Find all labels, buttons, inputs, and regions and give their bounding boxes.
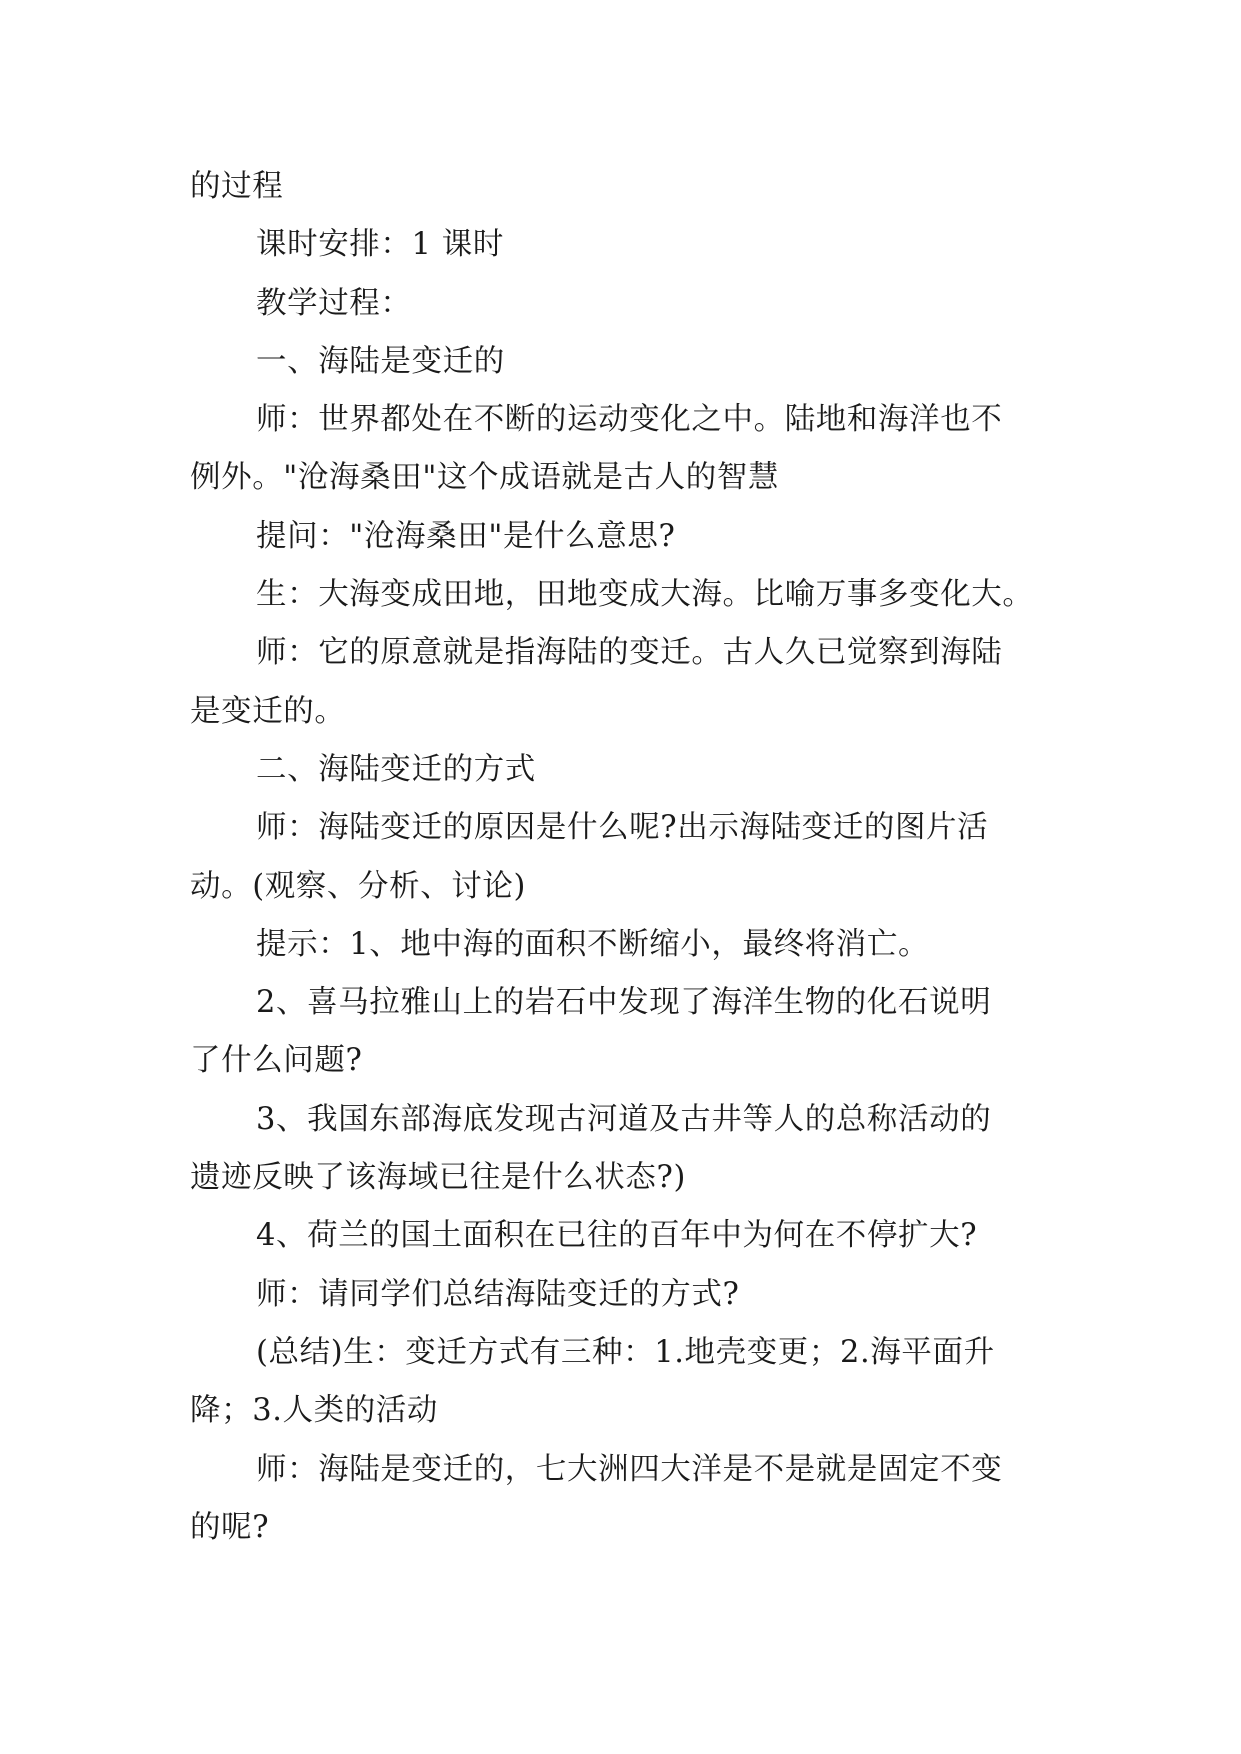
text-line: 遗迹反映了该海域已往是什么状态?) <box>190 1160 686 1196</box>
text-line: 师：世界都处在不断的运动变化之中。陆地和海洋也不 <box>256 402 1003 438</box>
section-heading: 一、海陆是变迁的 <box>256 343 505 379</box>
text-line: 师：它的原意就是指海陆的变迁。古人久已觉察到海陆 <box>256 635 1003 671</box>
text-line: 例外。"沧海桑田"这个成语就是古人的智慧 <box>190 460 780 496</box>
text-line: 降；3.人类的活动 <box>190 1393 438 1429</box>
text-line: 教学过程： <box>256 285 412 321</box>
text-line: 是变迁的。 <box>190 693 346 729</box>
text-line: 生：大海变成田地，田地变成大海。比喻万事多变化大。 <box>256 577 1034 613</box>
text-line: 师：海陆是变迁的，七大洲四大洋是不是就是固定不变 <box>256 1451 1003 1487</box>
text-line: 提示：1、地中海的面积不断缩小，最终将消亡。 <box>256 926 930 962</box>
section-heading: 二、海陆变迁的方式 <box>256 751 536 787</box>
document-body <box>190 158 1052 1557</box>
text-line: 3、我国东部海底发现古河道及古井等人的总称活动的 <box>256 1101 992 1137</box>
text-line: 师：海陆变迁的原因是什么呢?出示海陆变迁的图片活 <box>256 810 989 846</box>
text-line: 课时安排：1 课时 <box>256 227 504 263</box>
text-line: 4、荷兰的国土面积在已往的百年中为何在不停扩大? <box>256 1218 978 1254</box>
text-line: 2、喜马拉雅山上的岩石中发现了海洋生物的化石说明 <box>256 985 992 1021</box>
text-line: 提问："沧海桑田"是什么意思? <box>256 518 676 554</box>
text-line: (总结)生：变迁方式有三种：1.地壳变更；2.海平面升 <box>256 1334 995 1370</box>
text-line: 师：请同学们总结海陆变迁的方式? <box>256 1276 740 1312</box>
text-line: 动。(观察、分析、讨论) <box>190 868 526 904</box>
text-line: 的过程 <box>190 169 284 204</box>
text-line: 的呢? <box>190 1509 270 1545</box>
text-line: 了什么问题? <box>190 1043 363 1079</box>
